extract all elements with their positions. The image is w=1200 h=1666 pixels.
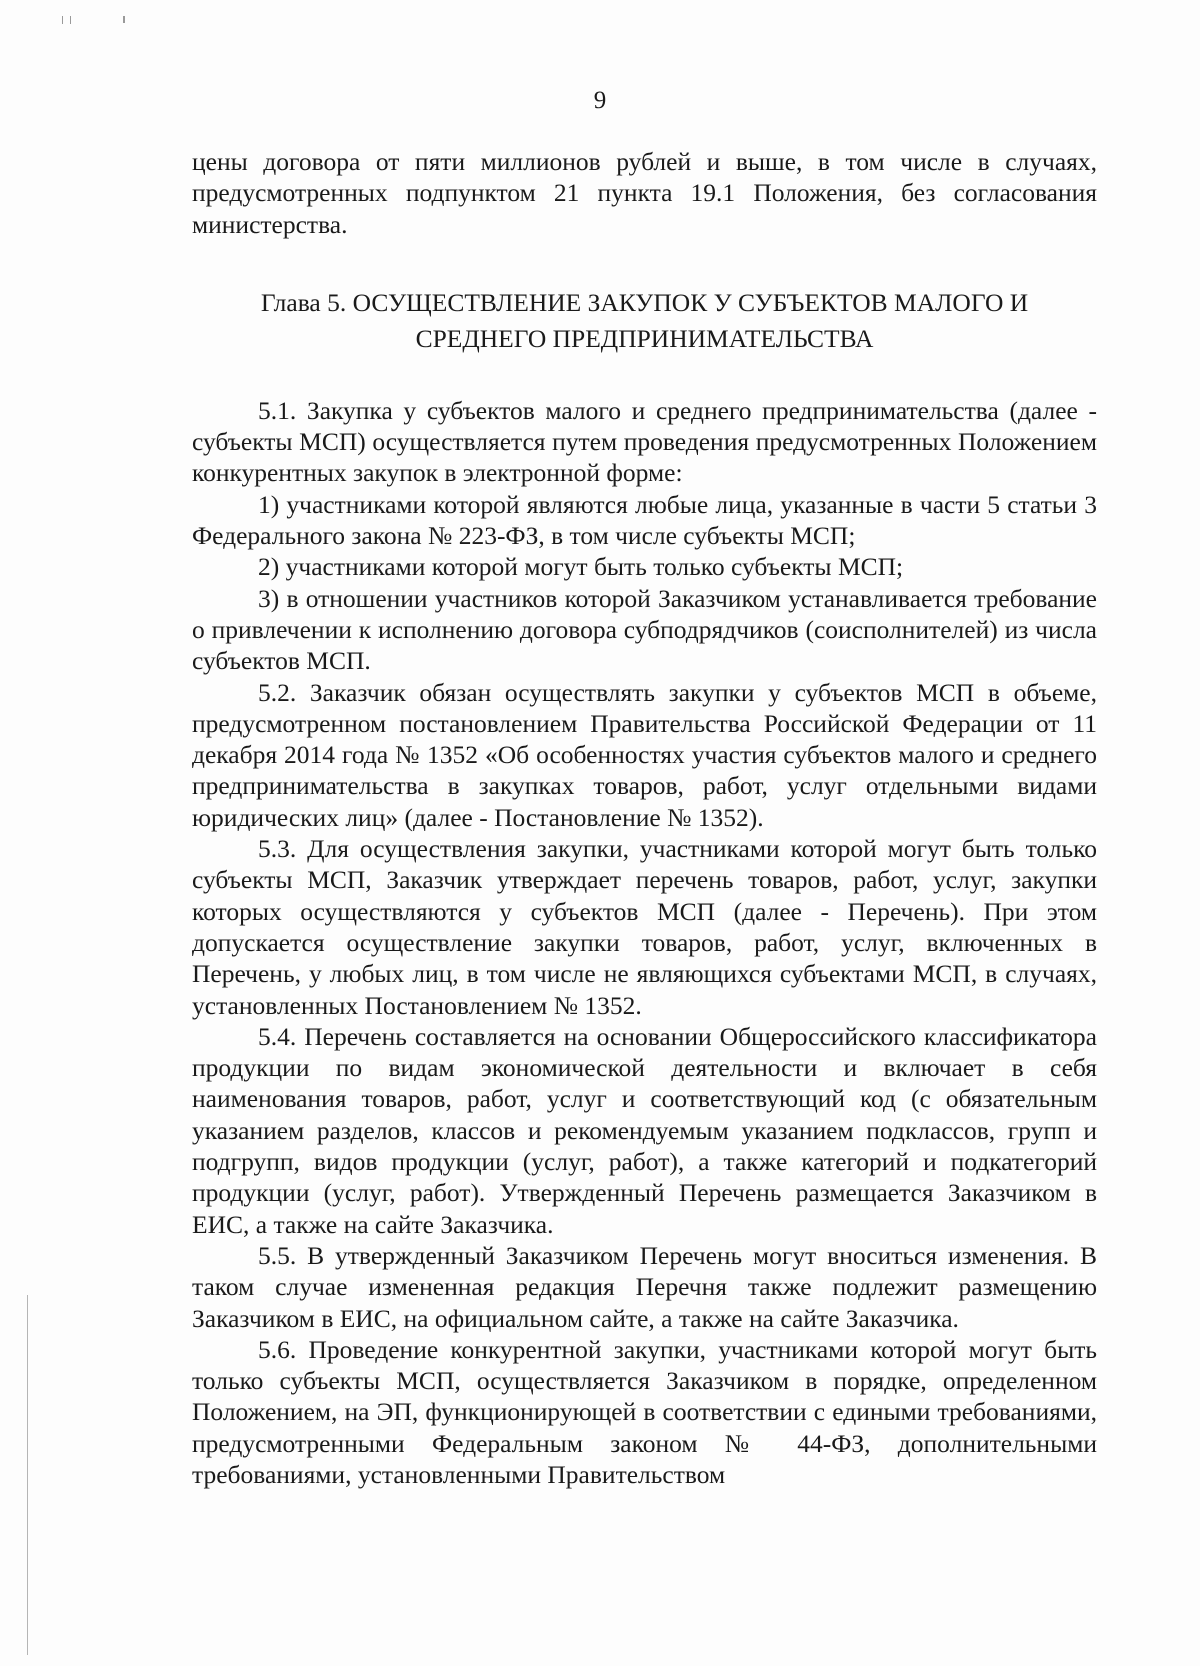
paragraph-5-6: 5.6. Проведение конкурентной закупки, участниками которой могут быть только субъекты МСП, осуществляется Заказчиком в порядке, определенном Положением, на ЭП, функционирующей в соответствии с едиными требованиями, предусмотренными Федеральным законом № 44-ФЗ, дополнительными требованиями, установленными Правительством [192, 1334, 1097, 1489]
paragraph-5-4: 5.4. Перечень составляется на основании Общероссийского классификатора продукции по видам экономической деятельности и включает в себя наименования товаров, работ, услуг и соответствующий код (с обязательным указанием разделов, классов и рекомендуемым указанием подклассов, групп и подгрупп, видов продукции (услуг, работ), а также категорий и подкатегорий продукции (услуг, работ). Утвержденный Перечень размещается Заказчиком в ЕИС, а также на сайте Заказчика. [192, 1021, 1097, 1239]
list-item-3: 3) в отношении участников которой Заказчиком устанавливается требование о привлечении к исполнению договора субподрядчиков (соисполнителей) из числа субъектов МСП. [192, 583, 1097, 676]
scan-artifact [62, 16, 63, 24]
page-number: 9 [593, 87, 607, 114]
chapter-title [192, 285, 1097, 357]
chapter-title-line: Глава 5. ОСУЩЕСТВЛЕНИЕ ЗАКУПОК У СУБЪЕКТОВ МАЛОГО И [260, 287, 1029, 317]
paragraph-5-2: 5.2. Заказчик обязан осуществлять закупки у субъектов МСП в объеме, предусмотренном постановлением Правительства Российской Федерации от 11 декабря 2014 года № 1352 «Об особенностях участия субъектов малого и среднего предпринимательства в закупках товаров, работ, услуг отдельными видами юридических лиц» (далее - Постановление № 1352). [192, 677, 1097, 832]
scan-artifact [70, 16, 71, 24]
document-body [192, 146, 1097, 1490]
paragraph-5-3: 5.3. Для осуществления закупки, участниками которой могут быть только субъекты МСП, Заказчик утверждает перечень товаров, работ, услуг, закупки которых осуществляются у субъектов МСП (далее - Перечень). При этом допускается осуществление закупки товаров, работ, услуг, включенных в Перечень, у любых лиц, в том числе не являющихся субъектами МСП, в случаях, установленных Постановлением № 1352. [192, 834, 1097, 1020]
paragraph-5-1: 5.1. Закупка у субъектов малого и среднего предпринимательства (далее - субъекты МСП) осуществляется путем проведения предусмотренных Положением конкурентных закупок в электронной форме: [192, 395, 1097, 488]
list-item-2: 2) участниками которой могут быть только субъекты МСП; [258, 552, 904, 582]
chapter-title-line: СРЕДНЕГО ПРЕДПРИНИМАТЕЛЬСТВА [415, 323, 874, 353]
paragraph-5-5: 5.5. В утвержденный Заказчиком Перечень могут вноситься изменения. В таком случае измененная редакция Перечня также подлежит размещению Заказчиком в ЕИС, на официальном сайте, а также на сайте Заказчика. [192, 1240, 1097, 1333]
paragraph: цены договора от пяти миллионов рублей и выше, в том числе в случаях, предусмотренных подпунктом 21 пункта 19.1 Положения, без согласования министерства. [192, 147, 1097, 239]
list-item-1: 1) участниками которой являются любые лица, указанные в части 5 статьи 3 Федерального закона № 223-ФЗ, в том числе субъекты МСП; [192, 489, 1097, 551]
scan-artifact [123, 16, 125, 23]
scan-edge-line [27, 1295, 28, 1655]
